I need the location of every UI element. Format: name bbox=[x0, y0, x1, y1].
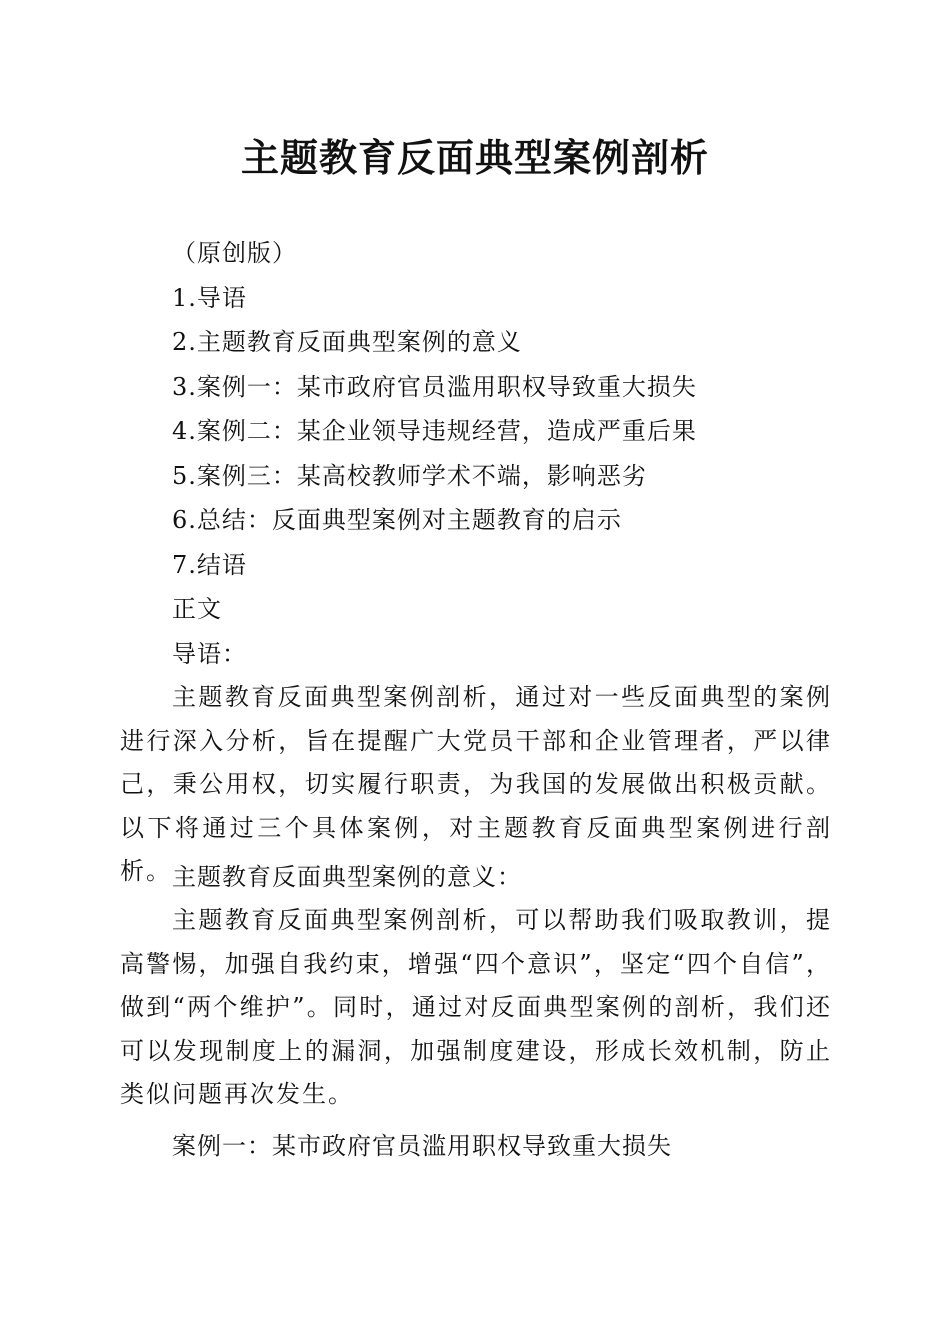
meaning-paragraph: 主题教育反面典型案例剖析，可以帮助我们吸取教训，提高警惕，加强自我约束，增强“四个意识”，坚定“四个自信”，做到“两个维护”。同时，通过对反面典型案例的剖析，我们还可以发现制度上的漏洞，加强制度建设，形成长效机制，防止类似问题再次发生。 bbox=[120, 906, 832, 1108]
toc-item-1: 1.导语 bbox=[172, 284, 247, 312]
toc-item-7: 7.结语 bbox=[172, 551, 247, 579]
toc-item-4: 4.案例二：某企业领导违规经营，造成严重后果 bbox=[172, 417, 697, 445]
toc-item-6: 6.总结：反面典型案例对主题教育的启示 bbox=[172, 506, 622, 534]
edition-label: （原创版） bbox=[172, 239, 297, 267]
case1-heading: 案例一：某市政府官员滥用职权导致重大损失 bbox=[172, 1132, 672, 1160]
toc-item-3: 3.案例一：某市政府官员滥用职权导致重大损失 bbox=[172, 373, 697, 401]
toc-item-5: 5.案例三：某高校教师学术不端，影响恶劣 bbox=[172, 462, 647, 490]
body-heading: 正文 bbox=[172, 595, 222, 623]
intro-heading: 导语： bbox=[172, 640, 247, 668]
meaning-heading: 主题教育反面典型案例的意义： bbox=[172, 863, 522, 891]
document-title: 主题教育反面典型案例剖析 bbox=[240, 135, 709, 180]
toc-item-2: 2.主题教育反面典型案例的意义 bbox=[172, 328, 522, 356]
intro-paragraph: 主题教育反面典型案例剖析，通过对一些反面典型的案例进行深入分析，旨在提醒广大党员干部和企业管理者，严以律己，秉公用权，切实履行职责，为我国的发展做出积极贡献。以下将通过三个具体案例，对主题教育反面典型案例进行剖析。 bbox=[120, 683, 832, 885]
